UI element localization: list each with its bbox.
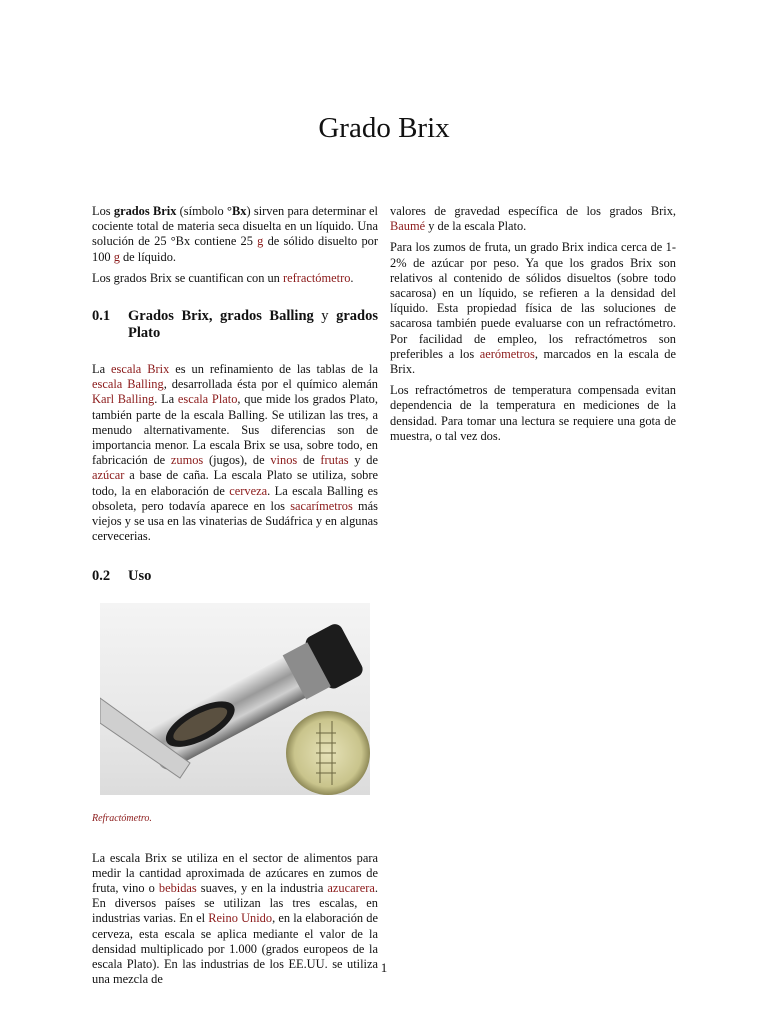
text: La	[92, 362, 112, 377]
text: . En diversos países se utilizan las tres escalas, en industrias varias. En el	[92, 881, 378, 926]
bold-symbol: °Bx	[227, 204, 247, 218]
link-karl-balling[interactable]: Karl Balling	[92, 392, 155, 407]
section1-paragraph	[92, 362, 378, 544]
text: de líquido.	[119, 249, 176, 264]
text: valores de gravedad específica de los grados Brix,	[390, 204, 676, 218]
section-number: 0.2	[92, 568, 111, 585]
text: Los grados Brix se cuantifican con un	[92, 270, 283, 285]
section-title-part: Grados Brix, grados Balling	[128, 308, 314, 325]
section-number: 0.1	[92, 308, 111, 325]
text: más viejos y se usa en las vinaterias de Sudáfrica y en algunas cervecerias.	[92, 498, 378, 544]
link-escala-balling[interactable]: escala Balling	[92, 377, 164, 392]
link-gram[interactable]: g	[257, 234, 264, 249]
text: , que mide los grados Plato, también parte de la escala Balling. Se utilizan las tres, a menudo alternativamente. Sus diferencias son de importancia menor. La escala Brix se usa, sobre todo, en fabricación de	[92, 392, 378, 468]
section-title-part: grados Plato	[128, 308, 378, 342]
text: Los	[92, 204, 114, 218]
text: es un refinamiento de las tablas de la	[169, 362, 379, 377]
section-title-part: y	[313, 308, 337, 325]
link-aerometros[interactable]: aerómetros	[479, 346, 535, 361]
link-refractometro[interactable]: refractómetro	[282, 270, 351, 285]
text: , desarrollada ésta por el químico alemán	[163, 377, 379, 392]
link-bebidas[interactable]: bebidas	[158, 881, 197, 896]
link-baume[interactable]: Baumé	[390, 219, 426, 234]
link-azucarera[interactable]: azucarera	[327, 881, 375, 896]
left-column	[92, 204, 378, 993]
bold-term: grados Brix	[113, 204, 177, 218]
text: a base de caña. La escala Plato se utiliza, sobre todo, la en elaboración de	[92, 468, 378, 498]
intro-paragraph	[92, 204, 378, 265]
page-number: 1	[380, 960, 388, 975]
right-column	[390, 204, 676, 450]
section-title	[128, 308, 378, 342]
page-title: Grado Brix	[318, 112, 450, 144]
link-escala-plato[interactable]: escala Plato	[177, 392, 238, 407]
text: ) sirven para determinar el cociente total de materia seca disuelta en un líquido. Una solución de 25 °Bx contiene 25	[92, 204, 378, 249]
text: y de la escala Plato.	[425, 219, 527, 234]
link-frutas[interactable]: frutas	[320, 453, 349, 468]
text: . La	[154, 392, 178, 407]
link-cerveza[interactable]: cerveza	[229, 483, 268, 498]
text: suaves, y en la industria	[196, 881, 328, 896]
refractometer-illustration	[100, 603, 370, 795]
text: (símbolo	[176, 204, 228, 218]
text: La escala Brix se utiliza en el sector de alimentos para medir la cantidad aproximada de azúcares en zumos de fruta, vino o	[92, 850, 378, 896]
text: , marcados en la escala de Brix.	[390, 346, 677, 377]
text: y de	[348, 453, 378, 468]
refractometer-image	[100, 603, 370, 795]
link-reino-unido[interactable]: Reino Unido	[208, 911, 273, 926]
link-azucar[interactable]: azúcar	[92, 468, 125, 483]
link-vinos[interactable]: vinos	[270, 453, 298, 468]
right-paragraph-1	[390, 204, 676, 234]
right-paragraph-2	[390, 240, 676, 377]
section-title: Uso	[128, 568, 152, 585]
link-sacarimetros[interactable]: sacarímetros	[290, 498, 353, 513]
link-escala-brix[interactable]: escala Brix	[111, 362, 170, 377]
text: de sólido disuelto por 100	[92, 234, 378, 264]
right-paragraph-3: Los refractómetros de temperatura compensada evitan dependencia de la temperatura en mediciones de la densidad. Para tomar una lectura se requiere una gota de muestra, o tal vez dos.	[390, 383, 676, 443]
intro-paragraph-2	[92, 271, 378, 286]
link-zumos[interactable]: zumos	[170, 453, 204, 468]
link-gram[interactable]: g	[113, 249, 120, 264]
text: Para los zumos de fruta, un grado Brix indica cerca de 1-2% de azúcar por peso. Ya que los grados Brix son relativos al contenido de sólidos disueltos (sobre todo sacarosa) en un líquido, se refieren a la densidad del líquido. Esta propiedad física de las soluciones de sacarosa también puede evaluarse con un refractómetro. Por facilidad de empleo, los refractómetros son preferibles a los	[390, 240, 676, 361]
figure-caption: Refractómetro.	[92, 813, 152, 825]
section-heading-2	[92, 568, 378, 585]
text: , en la elaboración de cerveza, esta escala se aplica mediante el valor de la densidad multiplicado por 1.000 (grados europeos de la escala Plato). En las industrias de los EE.UU. se utiliza una mezcla de	[92, 911, 378, 987]
text: . La escala Balling es obsoleta, pero todavía aparece en los	[92, 483, 378, 513]
text: .	[350, 270, 354, 285]
section-heading-1	[92, 308, 378, 342]
text: de	[297, 453, 321, 468]
text: (jugos), de	[203, 453, 271, 468]
